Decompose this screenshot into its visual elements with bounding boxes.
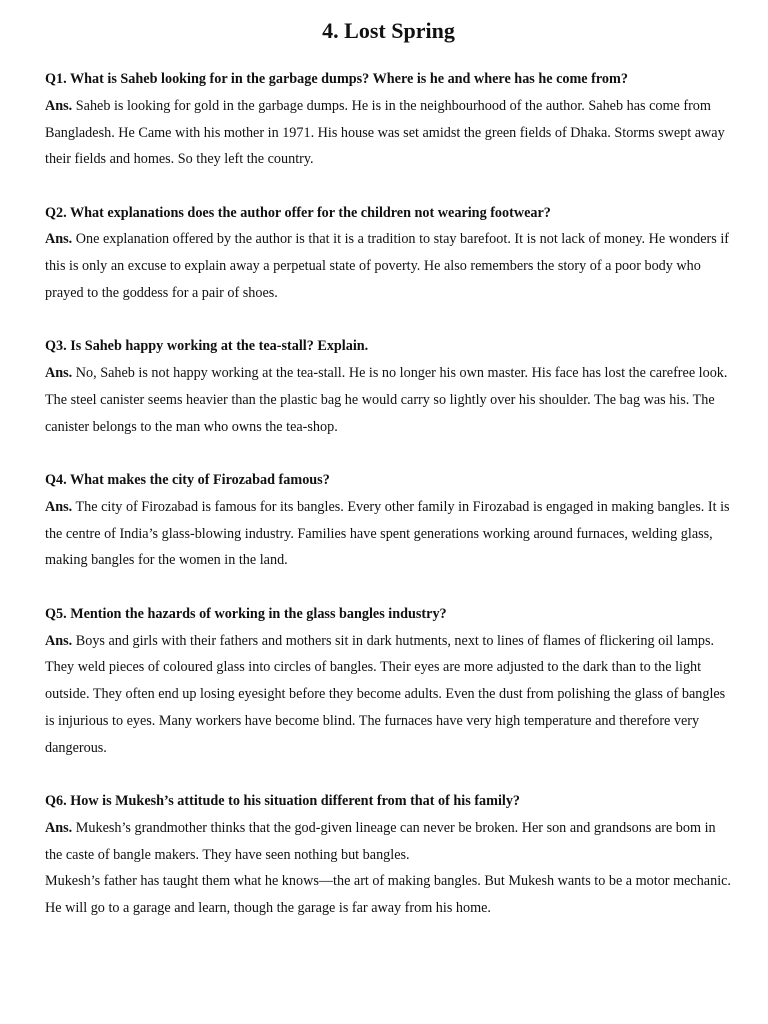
qa-item-5 — [45, 601, 732, 762]
answer-text: One explanation offered by the author is that it is a tradition to stay barefoot. It is not lack of money. He wonders if this is only an excuse to explain away a perpetual state of poverty. He also remembers the story of a poor body who prayed to the goddess for a pair of shoes. — [45, 231, 730, 302]
answer-label: Ans. — [45, 819, 73, 836]
answer-text: Saheb is looking for gold in the garbage dumps. He is in the neighbourhood of the author. Saheb has come from Bangladesh. He Came with his mother in 1971. His house was set amidst the green fields of Dhaka. Storms swept away their fields and homes. So they left the country. — [45, 97, 725, 168]
answer-5 — [45, 628, 732, 762]
question-4: Q4. What makes the city of Firozabad famous? — [45, 472, 330, 489]
answer-label: Ans. — [45, 632, 73, 649]
answer-3 — [45, 360, 732, 440]
answer-2 — [45, 226, 732, 306]
question-5: Q5. Mention the hazards of working in the glass bangles industry? — [45, 605, 447, 622]
answer-label: Ans. — [45, 231, 73, 248]
page-title: 4. Lost Spring — [322, 18, 455, 43]
answer-1 — [45, 93, 732, 173]
qa-list — [45, 66, 732, 922]
qa-item-1 — [45, 66, 732, 173]
question-6: Q6. How is Mukesh’s attitude to his situation different from that of his family? — [45, 793, 521, 810]
question-1: Q1. What is Saheb looking for in the garbage dumps? Where is he and where has he come from? — [45, 71, 628, 87]
qa-item-2 — [45, 200, 732, 307]
answer-4 — [45, 494, 732, 574]
answer-text: The city of Firozabad is famous for its bangles. Every other family in Firozabad is engaged in making bangles. It is the centre of India’s glass-blowing industry. Families have spent generations working around furnaces, welding glass, making bangles for the women in the land. — [45, 498, 730, 569]
answer-text: Mukesh’s grandmother thinks that the god-given lineage can never be broken. Her son and grandsons are bom in the caste of bangle makers. They have seen nothing but bangles. — [45, 819, 716, 863]
answer-text: No, Saheb is not happy working at the tea-stall. He is no longer his own master. His face has lost the carefree look. The steel canister seems heavier than the plastic bag he would carry so lightly over his shoulder. The bag was his. The canister belongs to the man who owns the tea-shop. — [45, 365, 728, 435]
answer-6-continued: Mukesh’s father has taught them what he knows—the art of making bangles. But Mukesh wants to be a motor mechanic. He will go to a garage and learn, though the garage is far away from his home. — [45, 873, 731, 917]
answer-label: Ans. — [45, 498, 73, 515]
qa-item-3 — [45, 333, 732, 440]
answer-label: Ans. — [45, 97, 73, 114]
answer-text: Boys and girls with their fathers and mothers sit in dark hutments, next to lines of flames of flickering oil lamps. They weld pieces of coloured glass into circles of bangles. Their eyes are more adjusted to the dark than to the light outside. They often end up losing eyesight before they become adults. Even the dust from polishing the glass of bangles is injurious to eyes. Many workers have become blind. The furnaces have very high temperature and therefore very dangerous. — [45, 632, 726, 756]
question-2: Q2. What explanations does the author offer for the children not wearing footwear? — [45, 204, 551, 221]
qa-item-4 — [45, 467, 732, 574]
answer-label: Ans. — [45, 365, 73, 382]
answer-6 — [45, 815, 732, 869]
question-3: Q3. Is Saheb happy working at the tea-stall? Explain. — [45, 338, 369, 355]
qa-item-6 — [45, 788, 732, 922]
